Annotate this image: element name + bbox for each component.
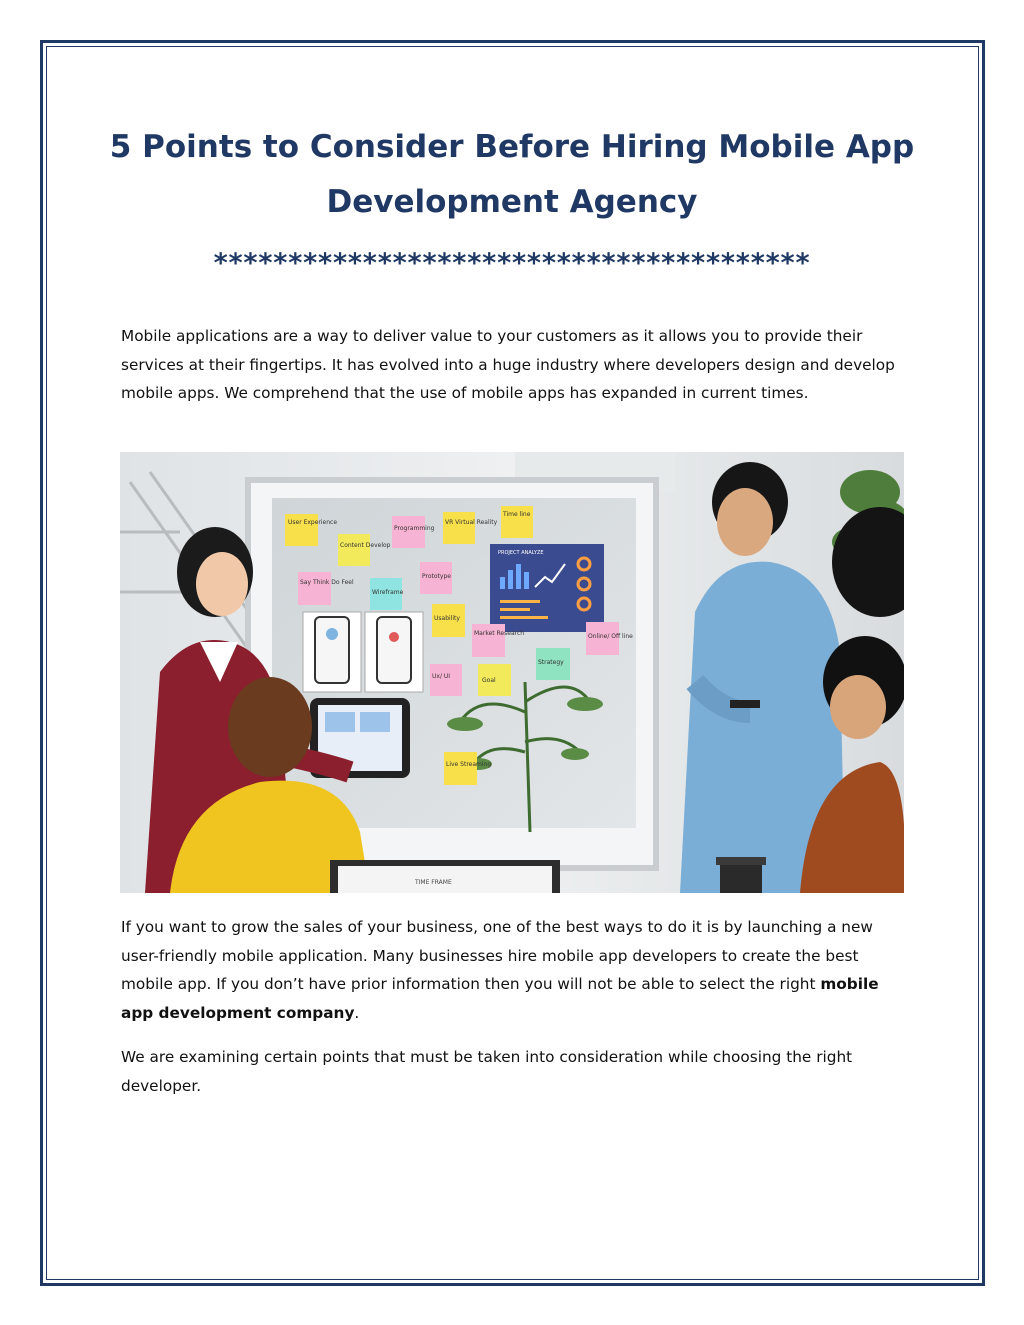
dashboard-title: PROJECT ANALYZE: [498, 550, 544, 556]
sticky-note-label: Say Think Do Feel: [300, 579, 354, 586]
sticky-note-label: User Experience: [288, 519, 338, 526]
hiring-paragraph-end: .: [354, 1003, 360, 1022]
sticky-note-label: Market Research: [474, 630, 525, 637]
hiring-paragraph-text: If you want to grow the sales of your business, one of the best ways to do it is by launching a new user-friendly mobile application. Many businesses hire mobile app developers to create the best mobile app. If you don’t have prior information then you will not be able to select the right: [121, 918, 873, 993]
highlight-phrase: mobile app development company: [121, 975, 879, 1022]
sticky-note-label: Goal: [482, 677, 496, 684]
sticky-note-label: Ux/ UI: [432, 673, 451, 680]
sticky-note-label: Prototype: [422, 573, 451, 580]
laptop-screen-text: TIME FRAME: [415, 879, 452, 886]
asterisk-divider: ****************************************: [213, 248, 811, 279]
hiring-paragraph: [121, 913, 911, 1027]
document-title: 5 Points to Consider Before Hiring Mobile App Development Agency: [109, 129, 915, 220]
sticky-note-label: Content Develop: [340, 542, 391, 549]
sticky-note-label: Strategy: [538, 659, 564, 666]
sticky-note-label: Live Streaming: [446, 761, 492, 768]
sticky-note-label: Time line: [503, 511, 531, 518]
team-meeting-photo: [120, 452, 904, 893]
sticky-note-label: VR Virtual Reality: [445, 519, 498, 526]
sticky-note-label: Wireframe: [372, 589, 404, 596]
sticky-note-label: Programming: [394, 525, 435, 532]
closing-paragraph: We are examining certain points that must be taken into consideration while choosing the right developer.: [121, 1048, 853, 1095]
sticky-note-label: Online/ Off line: [588, 633, 633, 640]
sticky-note-label: Usability: [434, 615, 460, 622]
intro-paragraph: Mobile applications are a way to deliver value to your customers as it allows you to provide their services at their fingertips. It has evolved into a huge industry where developers design and develop mobile apps. We comprehend that the use of mobile apps has expanded in current times.: [121, 327, 895, 402]
